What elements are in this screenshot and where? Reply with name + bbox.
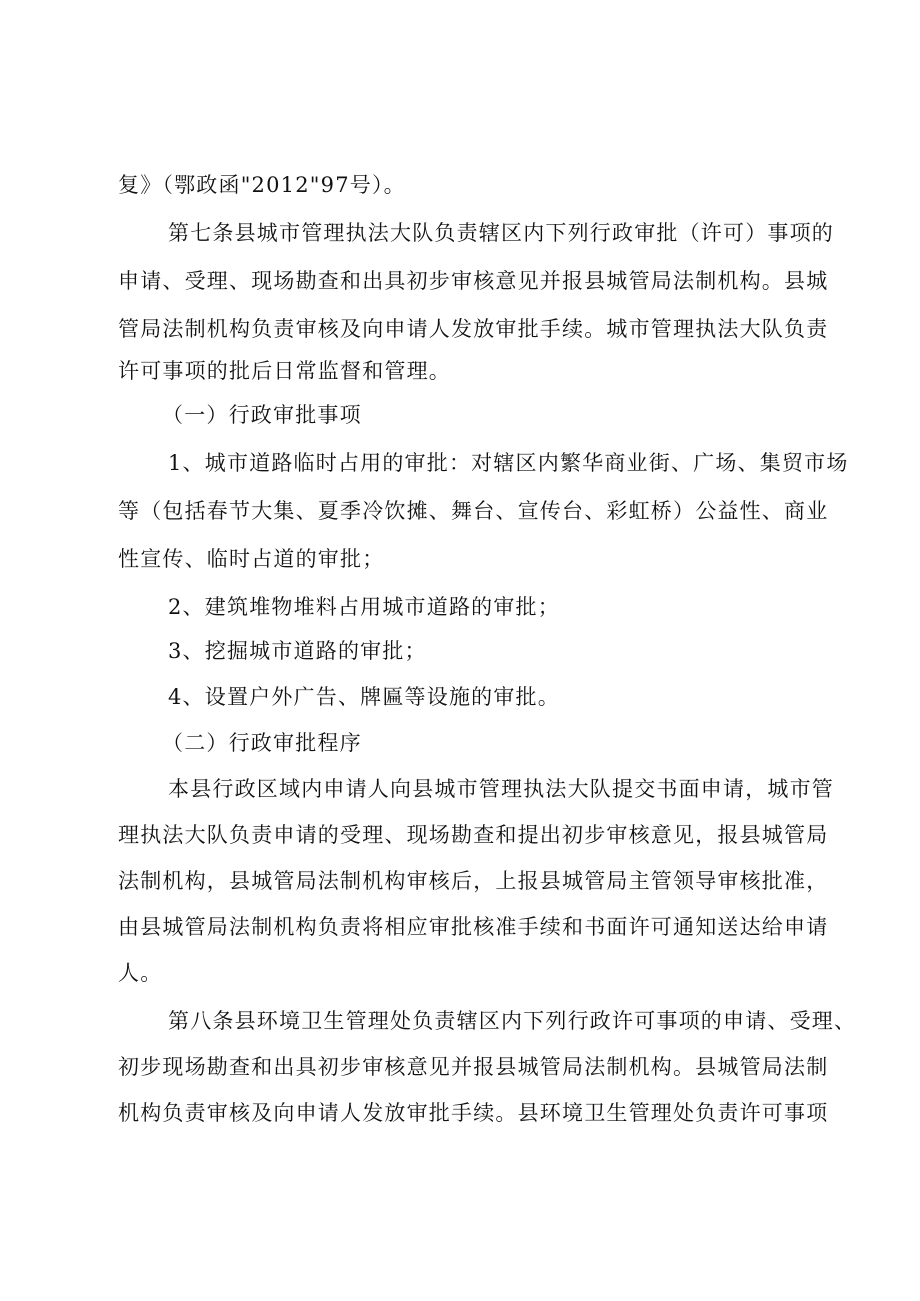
text-line: 人。 — [118, 961, 163, 985]
list-item-1: 1、城市道路临时占用的审批：对辖区内繁华商业街、广场、集贸市场 — [168, 451, 849, 475]
text-line: 初步现场勘查和出具初步审核意见并报县城管局法制机构。县城管局法制 — [118, 1055, 829, 1079]
section-heading-2: （二）行政审批程序 — [162, 731, 362, 755]
text-line: 申请、受理、现场勘查和出具初步审核意见并报县城管局法制机构。县城 — [118, 269, 829, 293]
text-line: 机构负责审核及向申请人发放审批手续。县环境卫生管理处负责许可事项 — [118, 1101, 829, 1125]
procedure-paragraph: 本县行政区域内申请人向县城市管理执法大队提交书面申请，城市管 — [168, 777, 834, 801]
text-line: 由县城管局法制机构负责将相应审批核准手续和书面许可通知送达给申请 — [118, 915, 829, 939]
list-item-4: 4、设置户外广告、牌匾等设施的审批。 — [168, 685, 560, 709]
list-item-3: 3、挖掘城市道路的审批； — [168, 639, 427, 663]
list-item-2: 2、建筑堆物堆料占用城市道路的审批； — [168, 595, 560, 619]
text-line: 等（包括春节大集、夏季冷饮摊、舞台、宣传台、彩虹桥）公益性、商业 — [118, 499, 829, 523]
section-heading-1: （一）行政审批事项 — [162, 403, 362, 427]
article-7-heading: 第七条县城市管理执法大队负责辖区内下列行政审批（许可）事项的 — [168, 221, 834, 245]
article-8-heading: 第八条县环境卫生管理处负责辖区内下列行政许可事项的申请、受理、 — [168, 1009, 857, 1033]
text-line: 理执法大队负责申请的受理、现场勘查和提出初步审核意见，报县城管局 — [118, 823, 829, 847]
text-line: 管局法制机构负责审核及向申请人发放审批手续。城市管理执法大队负责 — [118, 317, 829, 341]
text-line: 法制机构，县城管局法制机构审核后，上报县城管局主管领导审核批准， — [118, 869, 829, 893]
text-line: 许可事项的批后日常监督和管理。 — [118, 359, 451, 383]
text-line: 性宣传、临时占道的审批； — [118, 547, 385, 571]
text-line: 复》（鄂政函"2012"97号）。 — [118, 173, 406, 197]
